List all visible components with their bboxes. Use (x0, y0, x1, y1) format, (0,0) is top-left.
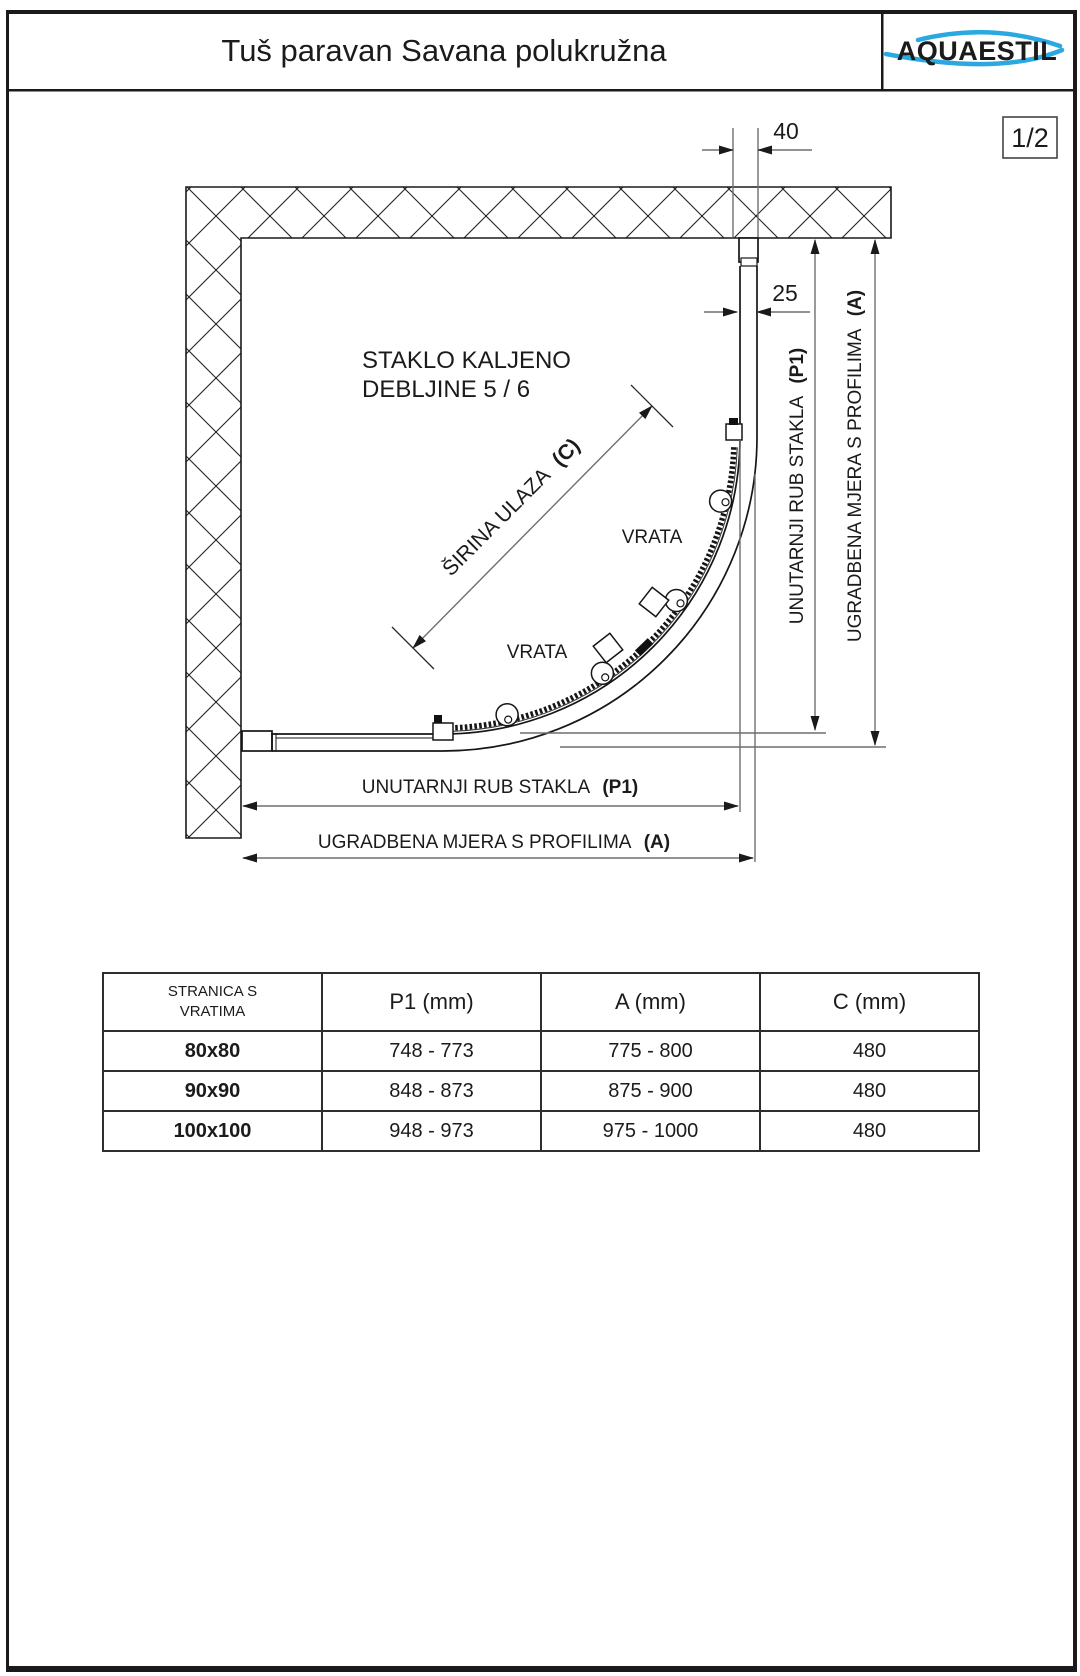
cell-a: 875 - 900 (541, 1071, 760, 1111)
col-header-size: STRANICA S VRATIMA (103, 973, 322, 1031)
aquaestil-logo (886, 32, 1062, 66)
table-row (103, 1071, 979, 1111)
glass-clamp-bottom (433, 715, 453, 740)
col-header-a: A (mm) (541, 973, 760, 1031)
spec-table (102, 972, 980, 1152)
col-header-p1: P1 (mm) (322, 973, 541, 1031)
door-label-2: VRATA (506, 642, 568, 663)
table-row (103, 1031, 979, 1071)
cell-size: 80x80 (103, 1031, 322, 1071)
glass-note-line1: STAKLO KALJENO (362, 347, 571, 374)
cell-size: 90x90 (103, 1071, 322, 1111)
dim-25-value: 25 (772, 280, 798, 306)
cell-c: 480 (760, 1111, 979, 1151)
page-number: 1/2 (1011, 123, 1049, 153)
logo-text: AQUAESTIL (896, 36, 1058, 66)
spec-table-wrap (102, 972, 980, 1152)
cell-a: 975 - 1000 (541, 1111, 760, 1151)
inner-glass-edge-label-horizontal: UNUTARNJI RUB STAKLA (P1) (361, 777, 639, 798)
spec-header-row (103, 973, 979, 1031)
dim-40-value: 40 (773, 118, 799, 144)
door-label-1: VRATA (621, 527, 683, 548)
glass-note-line2: DEBLJINE 5 / 6 (362, 376, 531, 403)
cell-p1: 748 - 773 (322, 1031, 541, 1071)
inner-glass-edge-label-vertical: UNUTARNJI RUB STAKLA (P1) (787, 347, 808, 625)
cell-p1: 948 - 973 (322, 1111, 541, 1151)
entrance-width-label: ŠIRINA ULAZA (C) (438, 434, 585, 581)
door-handles (593, 587, 668, 662)
cell-c: 480 (760, 1071, 979, 1111)
glass-door-arc (433, 418, 742, 740)
page-title: Tuš paravan Savana polukružna (221, 33, 667, 68)
col-header-c: C (mm) (760, 973, 979, 1031)
cell-size: 100x100 (103, 1111, 322, 1151)
install-measure-label-horizontal: UGRADBENA MJERA S PROFILIMA (A) (317, 832, 671, 853)
cell-c: 480 (760, 1031, 979, 1071)
door-rollers (496, 490, 731, 726)
table-row (103, 1111, 979, 1151)
page-number-box (1003, 117, 1057, 158)
cell-p1: 848 - 873 (322, 1071, 541, 1111)
cell-a: 775 - 800 (541, 1031, 760, 1071)
install-measure-label-vertical: UGRADBENA MJERA S PROFILIMA (A) (845, 289, 866, 643)
shower-track-profile (242, 238, 758, 751)
